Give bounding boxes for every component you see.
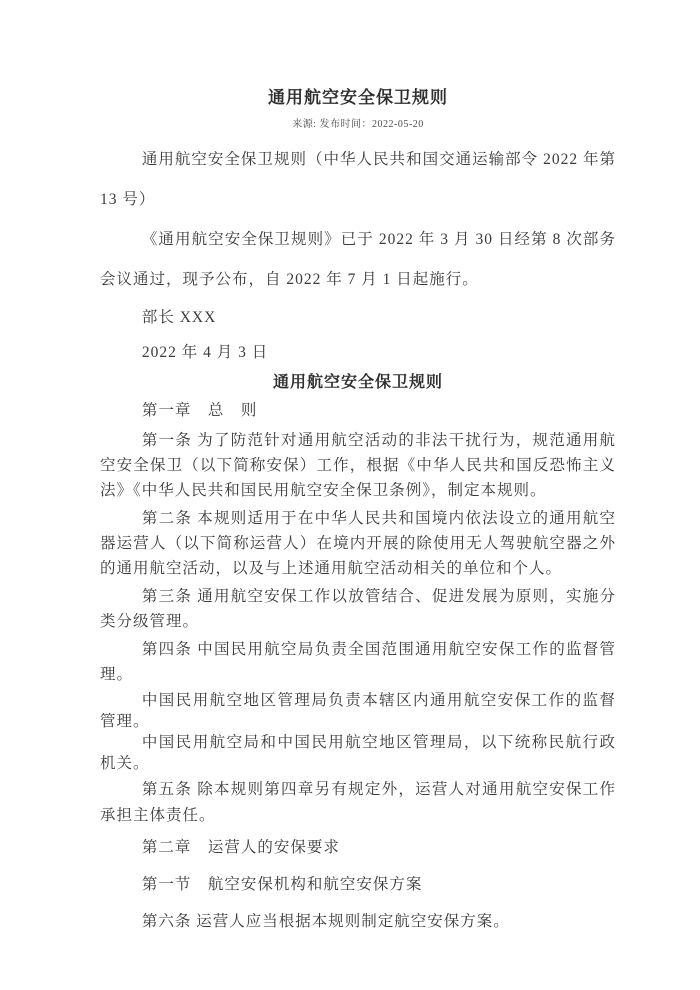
paragraph: 通用航空安全保卫规则（中华人民共和国交通运输部令 2022 年第 13 号）: [100, 151, 616, 208]
page-title: 通用航空安全保卫规则: [268, 88, 448, 107]
paragraph: 第一章 总 则: [141, 402, 258, 419]
paragraph: 《通用航空安全保卫规则》已于 2022 年 3 月 30 日经第 8 次部务会议通过，现予公布，自 2022 年 7 月 1 日起施行。: [100, 231, 616, 288]
paragraph: 第二章 运营人的安保要求: [141, 839, 340, 856]
paragraph: 第二条 本规则适用于在中华人民共和国境内依法设立的通用航空器运营人（以下简称运营人）在境内开展的除使用无人驾驶航空器之外的通用航空活动，以及与上述通用航空活动相关的单位和个人。: [100, 510, 616, 577]
body-title: 通用航空安全保卫规则: [272, 374, 443, 391]
paragraph: 第一条 为了防范针对通用航空活动的非法干扰行为，规范通用航空安全保卫（以下简称安保）工作，根据《中华人民共和国反恐怖主义法》《中华人民共和国民用航空安全保卫条例》，制定本规则。: [100, 432, 616, 499]
paragraph: 第一节 航空安保机构和航空安保方案: [141, 876, 423, 893]
paragraph: 第五条 除本规则第四章另有规定外，运营人对通用航空安保工作承担主体责任。: [100, 781, 616, 824]
paragraph: 中国民用航空地区管理局负责本辖区内通用航空安保工作的监督管理。: [100, 692, 616, 730]
paragraph: 第六条 运营人应当根据本规则制定航空安保方案。: [141, 913, 510, 930]
paragraph: 2022 年 4 月 3 日: [141, 344, 269, 361]
meta-line: 来源: 发布时间：2022-05-20: [292, 119, 424, 130]
preamble-section: [100, 140, 616, 370]
paragraph: 中国民用航空局和中国民用航空地区管理局，以下统称民航行政机关。: [100, 734, 616, 772]
paragraph: 第四条 中国民用航空局负责全国范围通用航空安保工作的监督管理。: [100, 641, 616, 683]
paragraph: 部长 XXX: [141, 309, 217, 326]
paragraph: 第三条 通用航空安保工作以放管结合、促进发展为原则，实施分类分级管理。: [100, 588, 616, 630]
body-section: [100, 396, 616, 935]
